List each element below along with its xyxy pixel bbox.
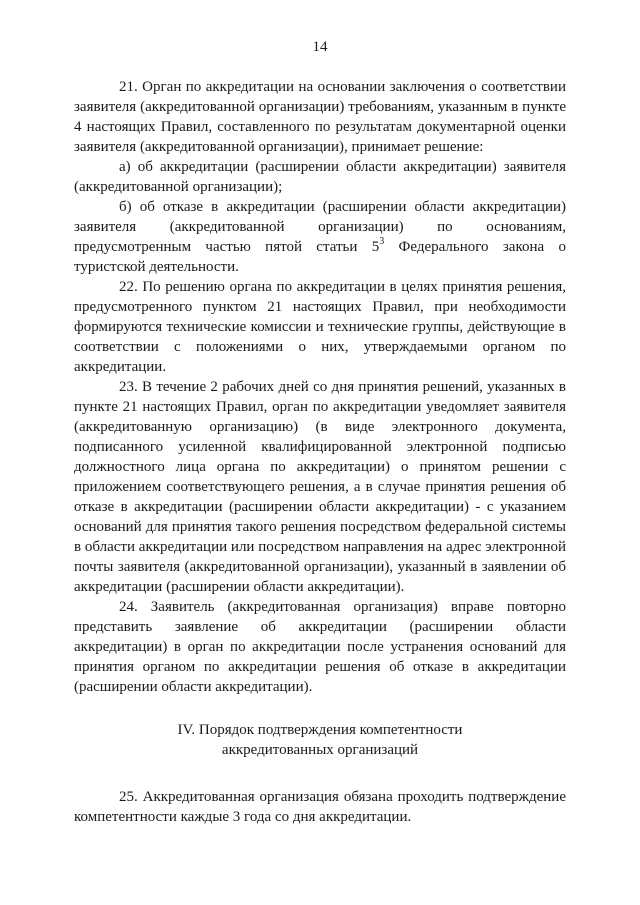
paragraph-21b — [74, 197, 566, 277]
paragraph-21b-text: б) об отказе в аккредитации (расширении области аккредитации) заявителя (аккредитованной организации) по основаниям, предусмотренным частью пятой статьи 5 — [74, 199, 566, 255]
section-heading-line1: IV. Порядок подтверждения компетентности — [177, 722, 463, 738]
paragraph-23: 23. В течение 2 рабочих дней со дня принятия решений, указанных в пункте 21 настоящих Правил, орган по аккредитации уведомляет заявителя (аккредитованную организацию) (в виде электронного документа, подписанного усиленной квалифицированной электронной подписью должностного лица органа по аккредитации) о принятом решении с приложением соответствующего решения, а в случае принятия решения об отказе в аккредитации (расширении области аккредитации) - с указанием оснований для принятия такого решения посредством федеральной системы в области аккредитации или посредством направления на адрес электронной почты заявителя (аккредитованной организации), указанный в заявлении об аккредитации (расширении области аккредитации). — [74, 379, 566, 595]
paragraph-25: 25. Аккредитованная организация обязана проходить подтверждение компетентности каждые 3 года со дня аккредитации. — [74, 789, 566, 825]
page-number: 14 — [312, 39, 328, 55]
section-heading-line2: аккредитованных организаций — [221, 742, 419, 758]
article-superscript: 3 — [379, 236, 385, 247]
paragraph-21b-tail: Федерального закона о туристской деятельности. — [74, 239, 566, 275]
paragraph-21: 21. Орган по аккредитации на основании заключения о соответствии заявителя (аккредитованной организации) требованиям, указанным в пункте 4 настоящих Правил, составленного по результатам документарной оценки заявителя (аккредитованной организации), принимает решение: — [74, 79, 566, 155]
paragraph-21a: а) об аккредитации (расширении области аккредитации) заявителя (аккредитованной организации); — [74, 159, 566, 195]
paragraph-24: 24. Заявитель (аккредитованная организация) вправе повторно представить заявление об аккредитации (расширении области аккредитации) в орган по аккредитации после устранения оснований для принятия органом по аккредитации решения об отказе в аккредитации (расширении области аккредитации). — [74, 599, 566, 695]
paragraph-22: 22. По решению органа по аккредитации в целях принятия решения, предусмотренного пунктом 21 настоящих Правил, при необходимости формируются технические комиссии и технические группы, действующие в соответствии с положениями о них, утверждаемыми органом по аккредитации. — [74, 279, 566, 375]
document-body — [74, 77, 566, 827]
section-heading — [74, 720, 566, 760]
